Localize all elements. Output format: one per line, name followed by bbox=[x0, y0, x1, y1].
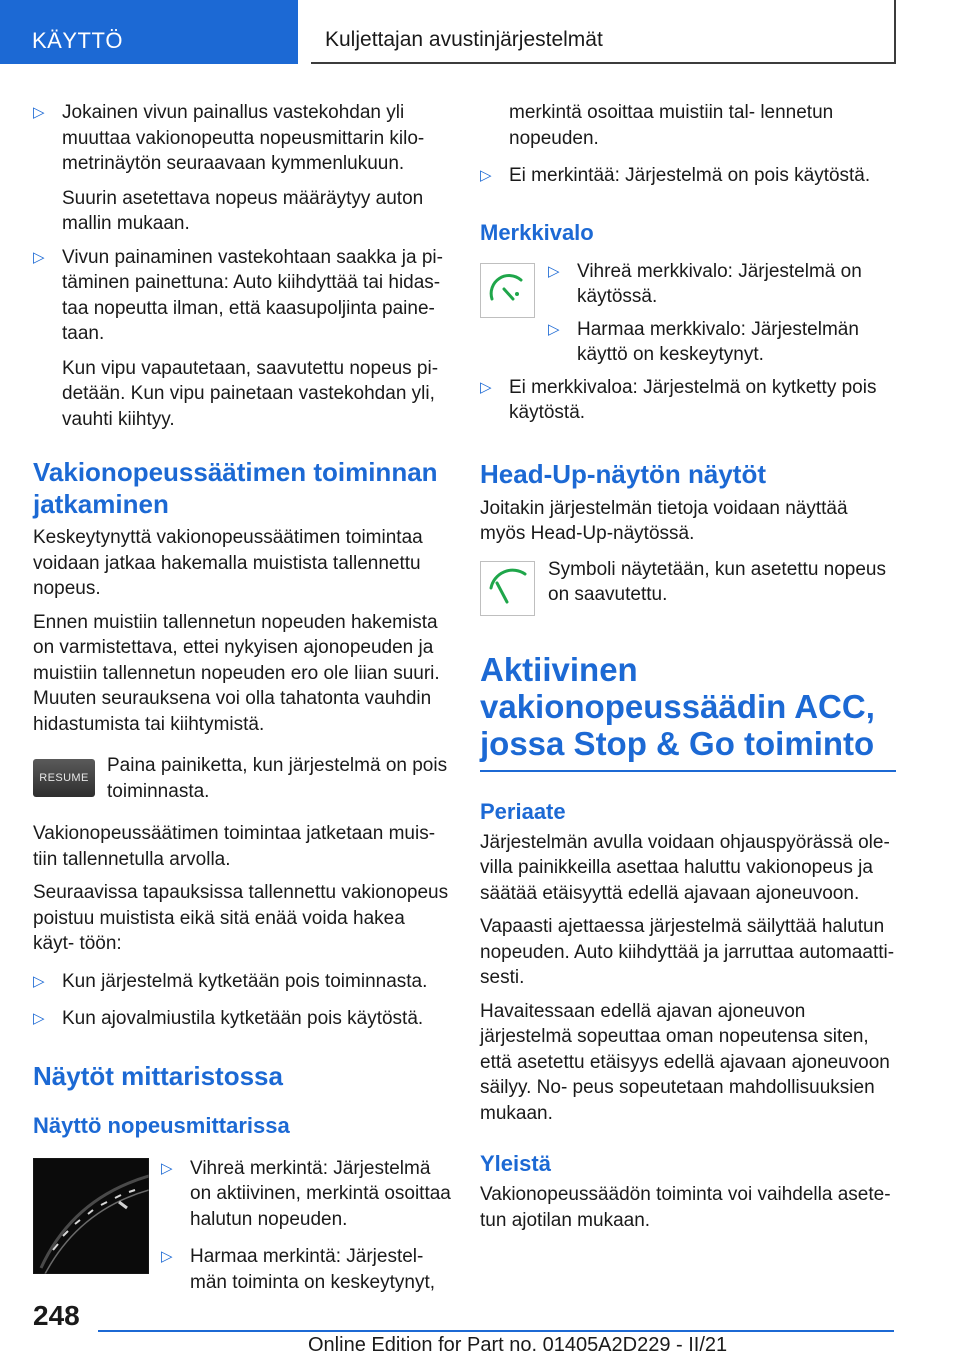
hud-speed-reached-icon bbox=[480, 561, 535, 616]
bullet-triangle-icon: ▷ bbox=[548, 320, 560, 338]
header-chapter-title: Kuljettajan avustinjärjestelmät bbox=[325, 28, 603, 51]
list-item: ▷ Vihreä merkintä: Järjestelmä on aktiivinen, merkintä osoittaa halutun nopeuden. bbox=[161, 1157, 451, 1230]
note-release-lever: Kun vipu vapautetaan, saavutettu nopeus pi‐ detään. Kun vipu painetaan vastekohdan yli, vauhti kiihtyy. bbox=[62, 357, 439, 430]
bullet-triangle-icon: ▷ bbox=[33, 104, 45, 121]
cruise-gauge-icon bbox=[480, 263, 535, 318]
hud-figure-row bbox=[480, 557, 896, 615]
list-item: ▷ Vihreä merkkivalo: Järjestelmä on käytössä. bbox=[548, 260, 862, 307]
paragraph: Keskeytynyttä vakionopeussäätimen toimintaa voidaan jatkaa hakemalla muistista tallennettu nopeus. bbox=[33, 527, 423, 599]
list-item: ▷ Kun järjestelmä kytketään pois toiminnasta. bbox=[33, 969, 451, 995]
indicator-figure-row bbox=[480, 259, 896, 368]
paragraph: Vakionopeussäätimen toimintaa jatketaan muis‐ tiin tallennetulla arvolla. bbox=[33, 823, 436, 870]
speedometer-figure-row bbox=[33, 1156, 451, 1296]
subheading-principle: Periaate bbox=[480, 798, 566, 824]
bullet-triangle-icon: ▷ bbox=[33, 248, 45, 266]
note-max-speed: Suurin asetettava nopeus määräytyy auton mallin mukaan. bbox=[62, 187, 424, 234]
paragraph: Vakionopeussäädön toiminta voi vaihdella asete‐ tun ajotilan mukaan. bbox=[480, 1184, 891, 1231]
resume-button-icon: RESUME bbox=[33, 759, 95, 797]
paragraph: Vapaasti ajettaessa järjestelmä säilyttää halutun nopeuden. Auto kiihdyttää ja jarruttaa automaatti‐ sesti. bbox=[480, 916, 895, 988]
speedometer-image bbox=[33, 1158, 149, 1274]
page-number: 248 bbox=[33, 1300, 80, 1331]
bullet-triangle-icon: ▷ bbox=[480, 378, 492, 396]
header-chapter-box bbox=[311, 0, 896, 64]
list-item: ▷ Ei merkintää: Järjestelmä on pois käytöstä. bbox=[480, 163, 896, 189]
list-item: ▷ Jokainen vivun painallus vastekohdan yli muuttaa vakionopeutta nopeusmittarin kilo‐ metrinäytön seuraavaan kymmenlukuun. bbox=[33, 102, 425, 174]
right-column bbox=[480, 100, 896, 1233]
left-column bbox=[33, 100, 451, 1295]
paragraph: Joitakin järjestelmän tietoja voidaan näyttää myös Head-Up-näytössä. bbox=[480, 497, 848, 544]
list-item: ▷ Ei merkkivaloa: Järjestelmä on kytketty pois käytöstä. bbox=[480, 376, 877, 423]
section-heading-hud: Head-Up-näytön näytöt bbox=[480, 458, 766, 489]
paragraph: Seuraavissa tapauksissa tallennettu vakionopeus poistuu muistista eikä sitä enää voida hakea käyt‐ töön: bbox=[33, 882, 449, 954]
resume-description: Paina painiketta, kun järjestelmä on pois toiminnasta. bbox=[107, 755, 448, 802]
list-item: ▷ Kun ajovalmiustila kytketään pois käytöstä. bbox=[33, 1006, 451, 1032]
bullet-triangle-icon: ▷ bbox=[161, 1159, 173, 1177]
bullet-triangle-icon: ▷ bbox=[480, 167, 492, 184]
footer-edition: Online Edition for Part no. 01405A2D229 - II/21 bbox=[308, 1334, 728, 1356]
paragraph: Havaitessaan edellä ajavan ajoneuvon järjestelmä sopeuttaa oman nopeutensa siten, että asetettu etäisyys edellä ajavaan ajoneuvoon säilyy. No‐ peus sopeutetaan mahdollisuuksien mukaan. bbox=[480, 1000, 890, 1124]
subheading-indicator: Merkkivalo bbox=[480, 219, 594, 245]
bullet-triangle-icon: ▷ bbox=[33, 1010, 45, 1027]
speedometer-graphic bbox=[33, 1158, 149, 1274]
subheading-speedometer: Näyttö nopeusmittarissa bbox=[33, 1112, 290, 1138]
bullet-triangle-icon: ▷ bbox=[161, 1248, 173, 1265]
chapter-heading-acc: Aktiivinen vakionopeussäädin ACC, jossa Stop & Go toiminto bbox=[480, 650, 875, 762]
hud-symbol-description: Symboli näytetään, kun asetettu nopeus on saavutettu. bbox=[548, 558, 887, 605]
header-section-title: KÄYTTÖ bbox=[32, 28, 124, 53]
list-item: ▷ Vivun painaminen vastekohtaan saakka ja pi‐ täminen painettuna: Auto kiihdyttää tai hidas‐ taa nopeutta ilman, että kaasupoljinta paine‐ taan. bbox=[33, 246, 443, 344]
subheading-general: Yleistä bbox=[480, 1151, 551, 1176]
paragraph: Ennen muistiin tallennetun nopeuden hakemista on varmistettava, ettei nykyisen ajonopeuden ja muistiin tallennetun nopeuden ero ole liian suuri. Muuten seurauksena voi olla tahatonta vauhdin hidastumista tai kiihtymistä. bbox=[33, 611, 440, 735]
paragraph: Järjestelmän avulla voidaan ohjauspyörässä ole‐ villa painikkeilla asettaa haluttu vakionopeus ja säätää etäisyyttä edellä ajavaan ajoneuvoon. bbox=[480, 831, 890, 904]
footer-divider bbox=[98, 1330, 894, 1332]
continued-text: merkintä osoittaa muistiin tal‐ lennetun nopeuden. bbox=[509, 102, 834, 149]
bullet-triangle-icon: ▷ bbox=[548, 262, 560, 280]
section-heading-continue: Vakionopeussäätimen toiminnan jatkaminen bbox=[33, 457, 438, 519]
list-item: ▷ Harmaa merkkivalo: Järjestelmän käyttö on keskeytynyt. bbox=[548, 318, 859, 365]
section-heading-displays: Näytöt mittaristossa bbox=[33, 1060, 283, 1091]
chapter-heading-block bbox=[480, 651, 896, 772]
header-section-tab bbox=[0, 0, 298, 64]
resume-figure-row bbox=[33, 753, 451, 805]
list-item: ▷ Harmaa merkintä: Järjestel‐ män toiminta on keskeytynyt, bbox=[161, 1246, 435, 1293]
bullet-triangle-icon: ▷ bbox=[33, 972, 45, 990]
